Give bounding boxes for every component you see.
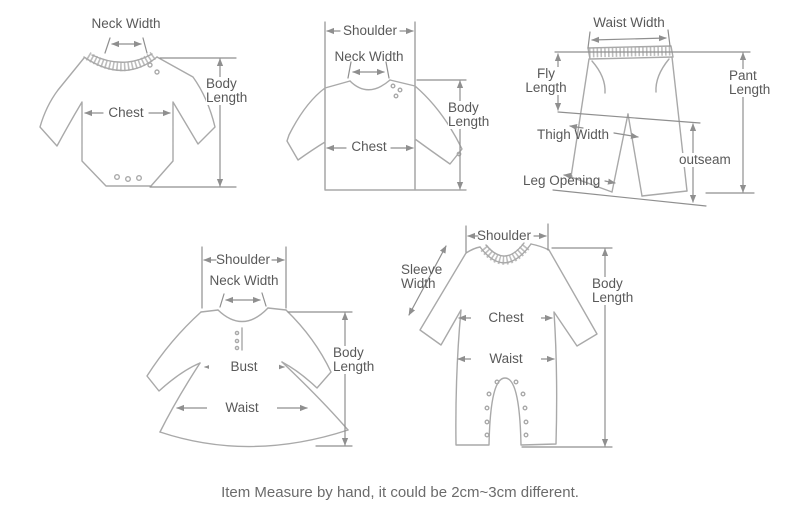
shorts-fly-length-label: Fly Length [518, 67, 574, 95]
shorts-outseam-label: outseam [679, 153, 737, 167]
romper-shoulder-label: Shoulder [476, 228, 532, 243]
bodysuit-neck-width-label: Neck Width [91, 16, 161, 31]
shirt-chest-label: Chest [351, 139, 387, 154]
shirt-outline [287, 22, 466, 190]
shirt-neck-width-label: Neck Width [334, 49, 404, 64]
romper-chest-label: Chest [471, 311, 541, 325]
dress-neck-width-label: Neck Width [209, 273, 279, 288]
shirt-body-length-label: Body Length [448, 101, 495, 129]
shorts-thigh-width-label: Thigh Width [537, 127, 610, 142]
romper-body-length-label: Body Length [592, 277, 642, 305]
shorts-leg-opening-label: Leg Opening [523, 173, 601, 188]
bodysuit-body-length-label: Body Length [206, 77, 253, 105]
shorts-pant-length-label: Pant Length [729, 69, 777, 97]
dress-outline [147, 308, 348, 447]
bodysuit-chest-label: Chest [108, 105, 144, 120]
shirt-shoulder-label: Shoulder [342, 23, 398, 38]
dress-waist-label: Waist [207, 401, 277, 415]
romper-waist-label: Waist [471, 352, 541, 366]
bodysuit-outline [40, 54, 215, 186]
dress-body-length-label: Body Length [333, 346, 380, 374]
measure-disclaimer-text: Item Measure by hand, it could be 2cm~3cm different. [221, 484, 579, 501]
romper-sleeve-width-label: Sleeve Width [401, 262, 443, 291]
dress-shoulder-label: Shoulder [215, 252, 271, 267]
dress-bust-label: Bust [209, 360, 279, 374]
shorts-waist-width-label: Waist Width [593, 15, 665, 30]
